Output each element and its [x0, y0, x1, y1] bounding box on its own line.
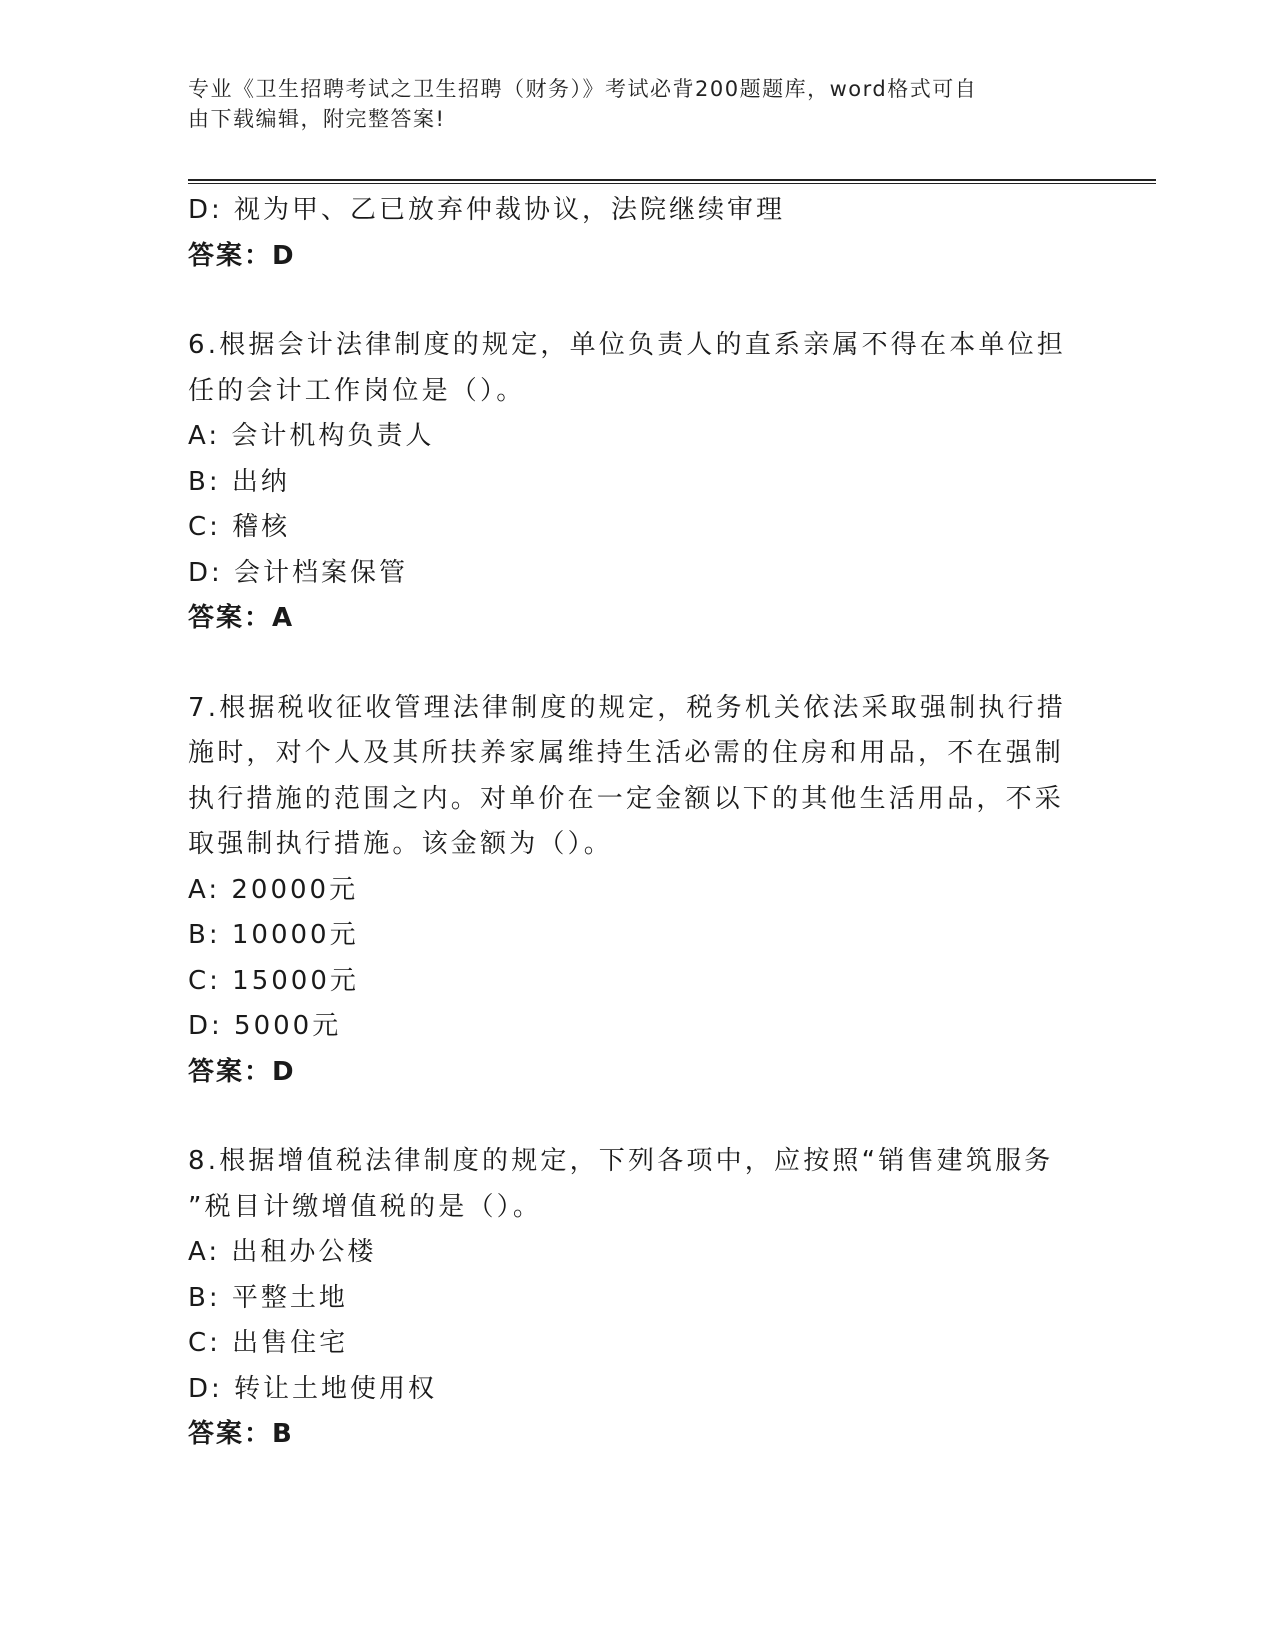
question-stem — [188, 686, 1068, 868]
option-a: A: 20000元 — [188, 874, 359, 905]
carry-over-question — [188, 188, 1068, 279]
option-b: B: 出纳 — [188, 466, 290, 497]
question-stem — [188, 323, 1068, 414]
document-body — [188, 188, 1068, 1458]
spacer — [188, 279, 1068, 323]
spacer — [188, 642, 1068, 686]
stem-line: 取强制执行措施。该金额为（）。 — [188, 829, 614, 859]
stem-line: 执行措施的范围之内。对单价在一定金额以下的其他生活用品，不采 — [188, 783, 1065, 814]
option-d: D: 会计档案保管 — [188, 557, 409, 588]
stem-line: 7.根据税收征收管理法律制度的规定，税务机关依法采取强制执行措 — [188, 692, 1067, 723]
option-c: C: 15000元 — [188, 965, 359, 996]
header-line-2: 由下载编辑，附完整答案! — [188, 107, 446, 131]
option-d: D: 5000元 — [188, 1011, 342, 1041]
option-d: D: 转让土地使用权 — [188, 1373, 438, 1404]
stem-line: 任的会计工作岗位是（）。 — [188, 375, 526, 406]
option-b: B: 平整土地 — [188, 1282, 348, 1313]
page-header — [188, 74, 1068, 134]
stem-line: 6.根据会计法律制度的规定，单位负责人的直系亲属不得在本单位担 — [188, 330, 1067, 360]
answer-line: 答案：B — [188, 1419, 294, 1449]
question-stem — [188, 1139, 1068, 1230]
header-divider — [188, 179, 1156, 184]
option-a: A: 出租办公楼 — [188, 1237, 377, 1267]
question-8 — [188, 1139, 1068, 1458]
question-6 — [188, 323, 1068, 642]
stem-line: 施时，对个人及其所扶养家属维持生活必需的住房和用品，不在强制 — [188, 738, 1065, 768]
answer-line: 答案：A — [188, 603, 295, 633]
question-7 — [188, 686, 1068, 1096]
answer-line: 答案：D — [188, 240, 296, 271]
option-d: D: 视为甲、乙已放弃仲裁协议，法院继续审理 — [188, 195, 786, 225]
stem-line: ”税目计缴增值税的是（）。 — [188, 1191, 543, 1222]
option-b: B: 10000元 — [188, 920, 359, 950]
answer-line: 答案：D — [188, 1056, 296, 1087]
option-c: C: 出售住宅 — [188, 1328, 349, 1358]
option-a: A: 会计机构负责人 — [188, 421, 435, 451]
stem-line: 8.根据增值税法律制度的规定，下列各项中，应按照“销售建筑服务 — [188, 1146, 1054, 1176]
option-c: C: 稽核 — [188, 512, 291, 542]
spacer — [188, 1095, 1068, 1139]
header-line-1: 专业《卫生招聘考试之卫生招聘（财务）》考试必背200题题库，word格式可自 — [188, 77, 978, 101]
